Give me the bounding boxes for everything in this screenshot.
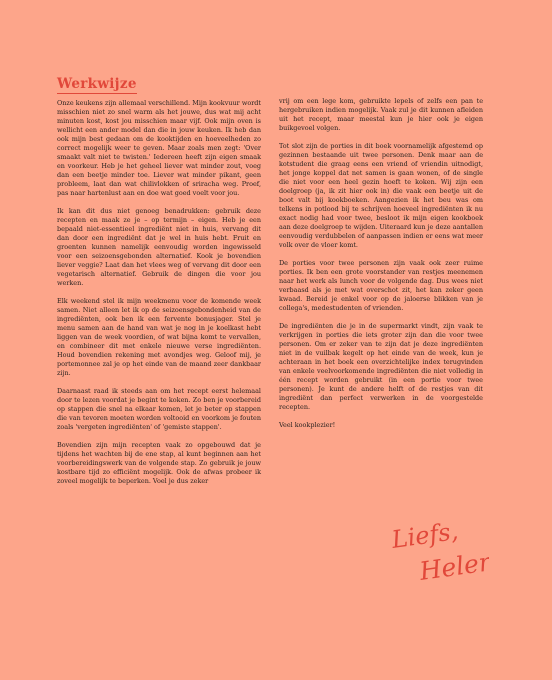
paragraph: Bovendien zijn mijn recepten vaak zo opgebouwd dat je tijdens het wachten bij de ene stap, al kunt beginnen aan het voorbereidingswerk van de volgende stap. Zo gebruik je jouw kostbare tijd zo efficiënt mogelijk. Ook de afwas probeer ik zoveel mogelijk te beperken. Voel je dus zeker (57, 441, 261, 485)
paragraph: Onze keukens zijn allemaal verschillend. Mijn kookvuur wordt misschien niet zo snel warm als het jouwe, dus wat mij acht minuten kost, kost jou misschien maar vijf. Ook mijn oven is wellicht een ander model dan die in jouw keuken. Ik heb dan ook mijn best gedaan om de kooktijden en hoeveelheden zo correct mogelijk weer te geven. Maar zoals men zegt: 'Over smaakt valt niet te twisten.' Iedereen heeft zijn eigen smaak en voorkeur. Heb je het geheel liever wat minder zout, voeg dan een beetje minder toe. Liever wat minder pikant, geen probleem, laat dan wat chilivlokken of sriracha weg. Proef, pas naar hartenlust aan en doe wat goed voelt voor jou. (57, 99, 261, 197)
paragraph: De ingrediënten die je in de supermarkt vindt, zijn vaak te verkrijgen in porties die iets groter zijn dan die voor twee personen. Om er zeker van te zijn dat je deze ingrediënten niet in de vuilbak kegelt op het einde van de week, kun je achteraan in het boek een overzichtelijke index terugvinden van enkele veelvoorkomende ingrediënten die niet volledig in één recept worden gebruikt (in een portie voor twee personen). Je kunt de andere helft of de restjes van dit ingrediënt dan perfect verwerken in de voorgestelde recepten. (279, 322, 483, 411)
paragraph: Tot slot zijn de porties in dit boek voornamelijk afgestemd op gezinnen bestaande uit twee personen. Denk maar aan de kotstudent die graag eens een vriend of vriendin uitnodigt, het jonge koppel dat net samen is gaan wonen, of de single die niet voor een heel gezin hoeft te koken. Wij zijn een doelgroep (ja, ik zit hier ook in) die vaak een beetje uit de boot valt bij kookboeken. Aangezien ik het beu was om telkens in potlood bij te schrijven hoeveel ingrediënten ik nu exact nodig had voor twee, besloot ik mijn eigen kookboek aan deze doelgroep te wijden. Uiteraard kun je deze aantallen eenvoudig verdubbelen of aanpassen indien er eens wat meer volk over de vloer komt. (279, 142, 483, 249)
paragraph: Ik kan dit dus niet genoeg benadrukken: gebruik deze recepten en maak ze je – op termijn – eigen. Heb je een bepaald niet-essentieel ingrediënt niet in huis, vervang dit dan door een ingrediënt dat je wel in huis hebt. Fruit en groenten kunnen namelijk eenvoudig worden ingewisseld voor een seizoensgebonden alternatief. Kook je bovendien liever veggie? Laat dan het vlees weg of vervang dit door een vegetarisch alternatief. Gebruik de dingen die voor jou werken. (57, 207, 261, 287)
handwritten-signature (389, 518, 489, 596)
signature-graphic (389, 518, 489, 596)
signature-line-1: Liefs, (389, 518, 460, 554)
paragraph: vrij om een lege kom, gebruikte lepels of zelfs een pan te hergebruiken indien mogelijk. Vaak zul je dit kunnen afleiden uit het recept, maar meestal kun je hier ook je eigen buikgevoel volgen. (279, 97, 483, 132)
closing-line: Veel kookplezier! (279, 421, 336, 429)
signature-line-2: Helen (417, 546, 489, 586)
section-title: Werkwijze (57, 76, 137, 92)
paragraph: Daarnaast raad ik steeds aan om het recept eerst helemaal door te lezen voordat je begint te koken. Zo ben je voorbereid op stappen die snel na elkaar komen, let je beter op stappen die van tevoren moeten worden voltooid en voorkom je fouten zoals 'vergeten ingrediënten' of 'gemiste stappen'. (57, 387, 261, 431)
left-text-column (57, 99, 261, 495)
paragraph: Elk weekend stel ik mijn weekmenu voor de komende week samen. Niet alleen let ik op de seizoensgebondenheid van de ingrediënten, ook ben ik een fervente bonusjager. Stel je menu samen aan de hand van wat je nog in je koelkast hebt liggen van de week voordien, of wat bijna komt te vervallen, en combineer dit met enkele nieuwe verse ingrediënten. Houd bovendien rekening met avondjes weg. Geloof mij, je portemonnee zal je op het einde van de maand zeer dankbaar zijn. (57, 297, 261, 377)
paragraph: De porties voor twee personen zijn vaak ook zeer ruime porties. Ik ben een grote voorstander van restjes meenemen naar het werk als lunch voor de volgende dag. Dus wees niet verbaasd als je met wat overschot zit, het kan zeker geen kwaad. Bereid je enkel voor op de jaloerse blikken van je collega's, medestudenten of vrienden. (279, 259, 483, 312)
right-text-column (279, 97, 483, 439)
